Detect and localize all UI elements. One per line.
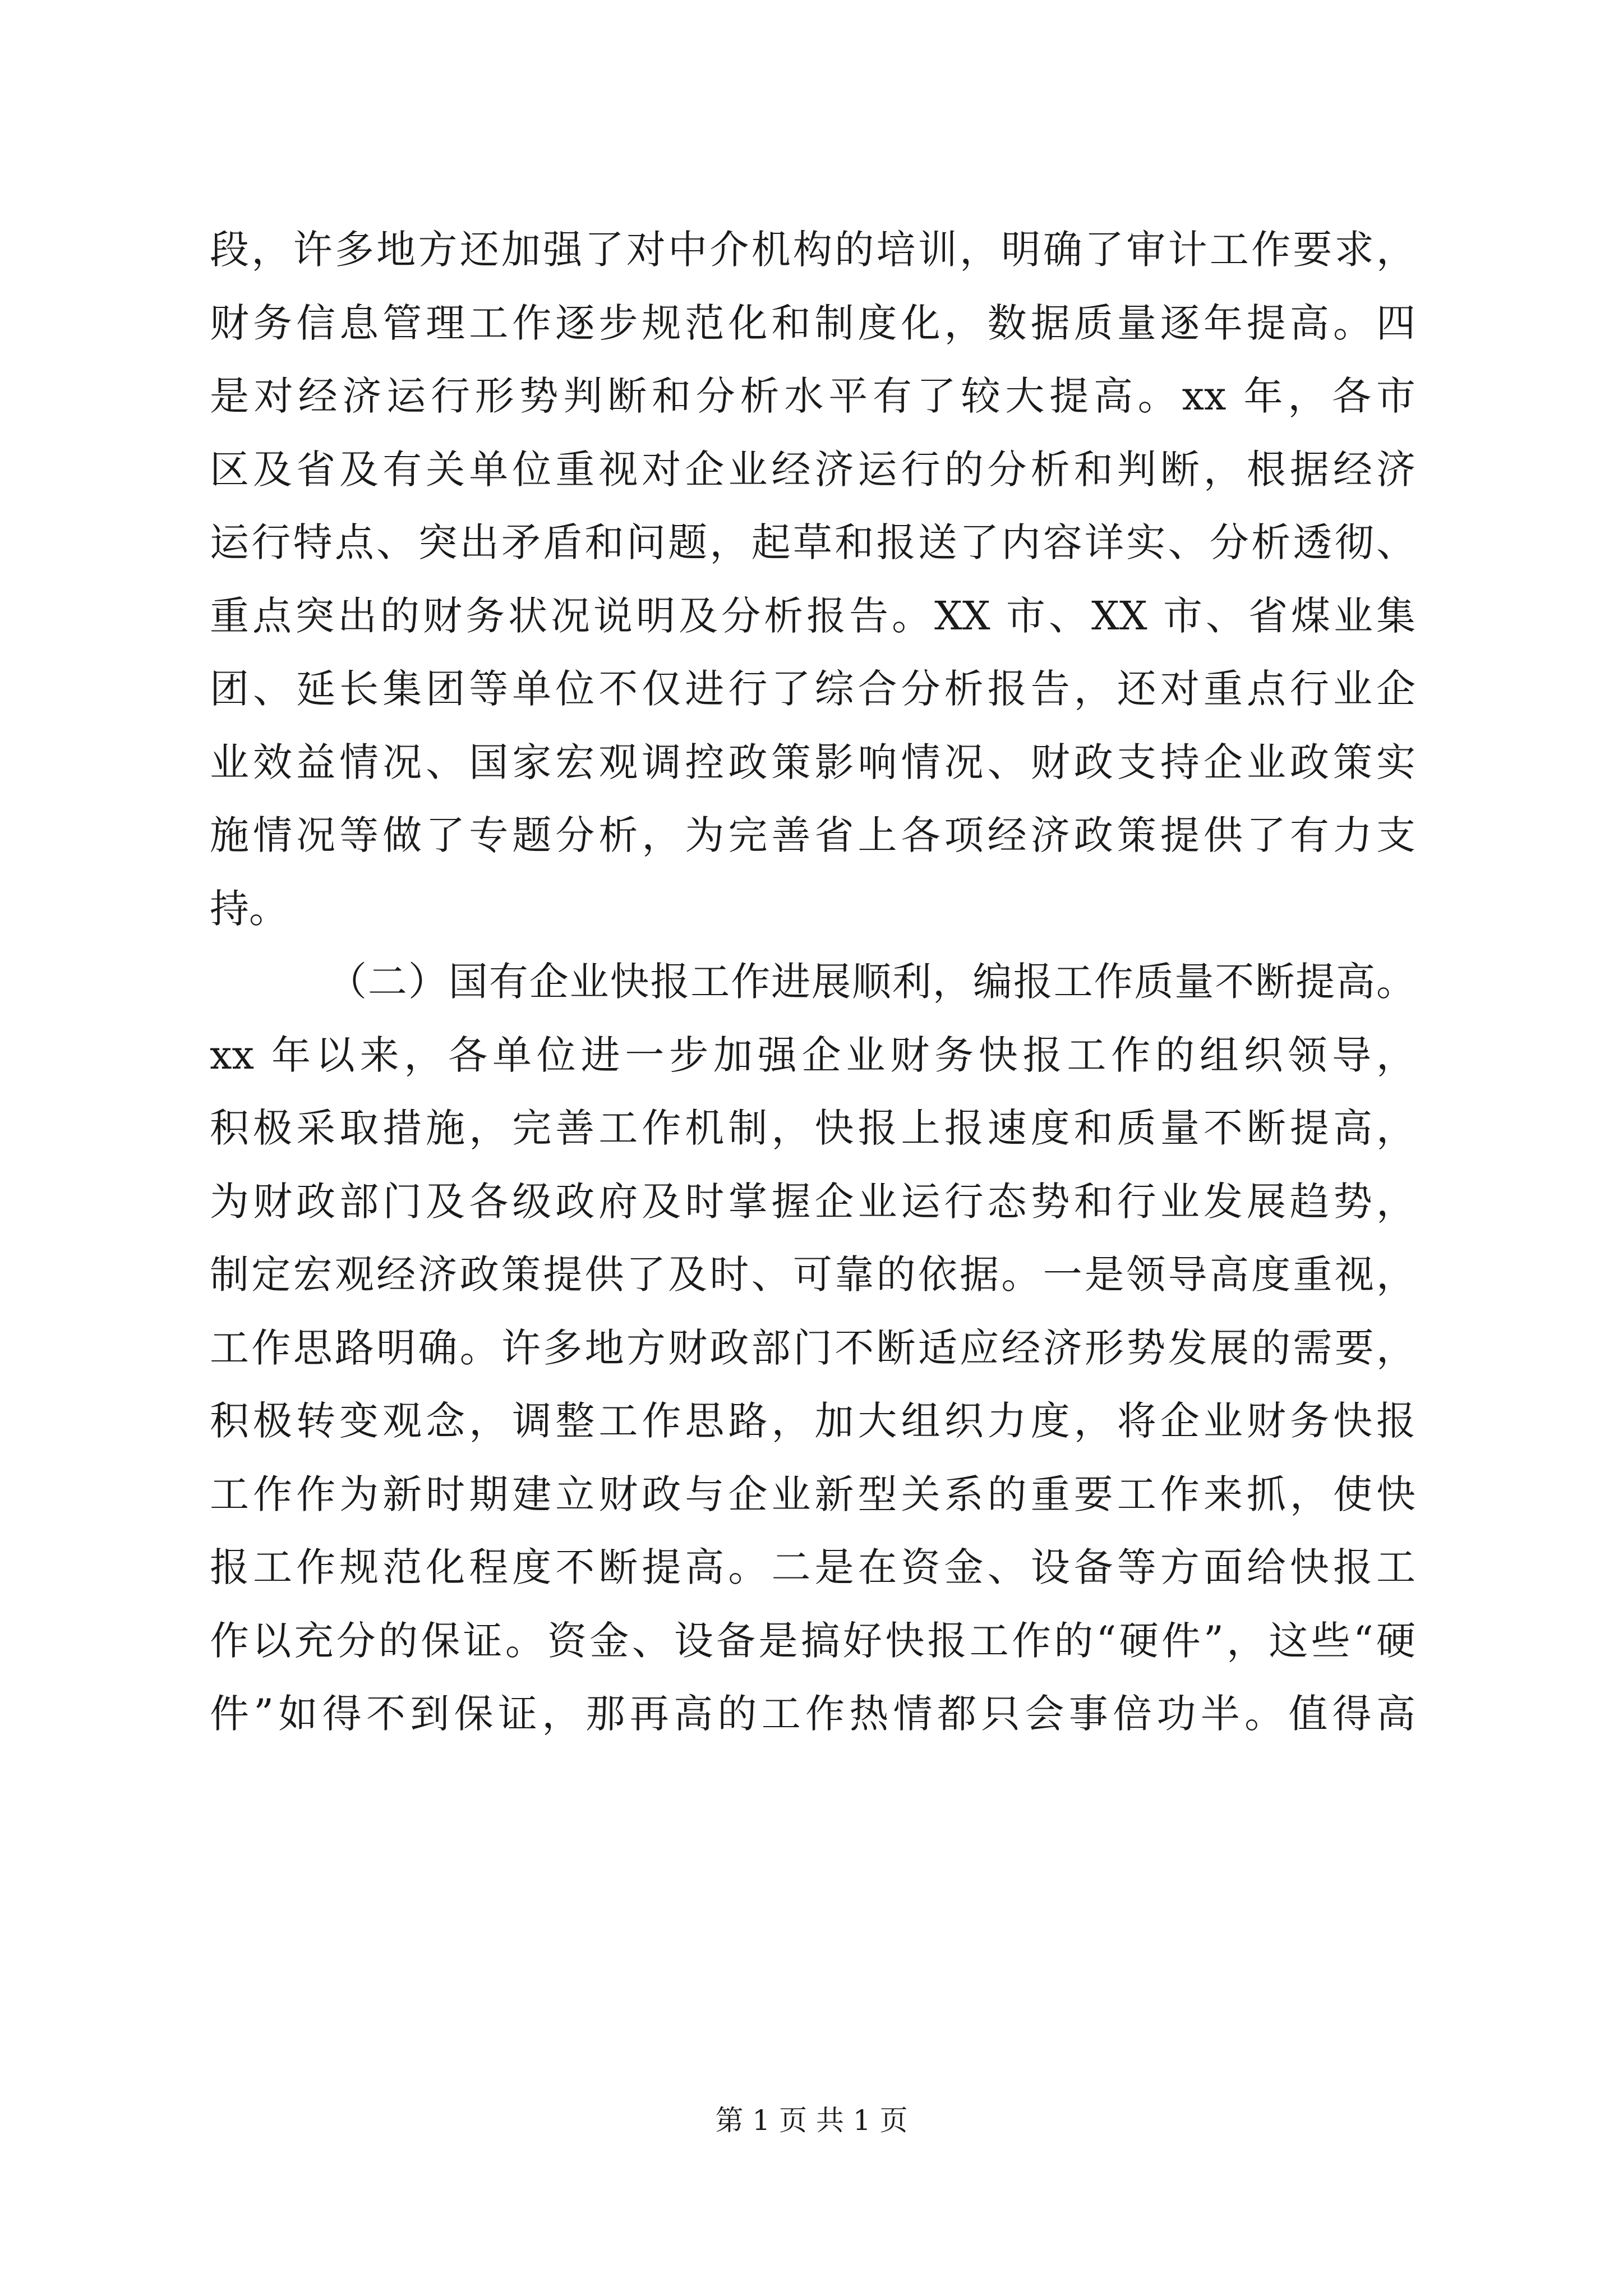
text-line: 施情况等做了专题分析，为完善省上各项经济政策提供了有力支	[210, 812, 1415, 858]
text-line: 重点突出的财务状况说明及分析报告。XX 市、XX 市、省煤业集	[210, 592, 1415, 639]
text-line: 持。	[210, 885, 288, 932]
body-text	[210, 213, 1415, 1751]
text-line: 报工作规范化程度不断提高。二是在资金、设备等方面给快报工	[210, 1544, 1415, 1590]
text-line: 运行特点、突出矛盾和问题，起草和报送了内容详实、分析透彻、	[210, 519, 1415, 565]
text-line: 作以充分的保证。资金、设备是搞好快报工作的“硬件”，这些“硬	[210, 1617, 1415, 1664]
text-line: 区及省及有关单位重视对企业经济运行的分析和判断，根据经济	[210, 446, 1415, 493]
text-line: 团、延长集团等单位不仅进行了综合分析报告，还对重点行业企	[210, 666, 1415, 712]
text-line: 是对经济运行形势判断和分析水平有了较大提高。xx 年，各市	[210, 373, 1415, 419]
text-line: 件”如得不到保证，那再高的工作热情都只会事倍功半。值得高	[210, 1691, 1415, 1737]
text-line: 工作思路明确。许多地方财政部门不断适应经济形势发展的需要，	[210, 1324, 1415, 1371]
text-line: 为财政部门及各级政府及时掌握企业运行态势和行业发展趋势，	[210, 1178, 1415, 1225]
text-line: 制定宏观经济政策提供了及时、可靠的依据。一是领导高度重视，	[210, 1251, 1415, 1297]
text-line: 积极转变观念，调整工作思路，加大组织力度，将企业财务快报	[210, 1398, 1415, 1444]
text-line: 业效益情况、国家宏观调控政策影响情况、财政支持企业政策实	[210, 739, 1415, 785]
section-heading-line: （二）国有企业快报工作进展顺利，编报工作质量不断提高。	[328, 959, 1415, 1005]
text-line: xx 年以来，各单位进一步加强企业财务快报工作的组织领导，	[210, 1032, 1415, 1078]
page-footer: 第 1 页 共 1 页	[715, 2104, 908, 2137]
text-line: 段，许多地方还加强了对中介机构的培训，明确了审计工作要求，	[210, 227, 1415, 273]
text-line: 工作作为新时期建立财政与企业新型关系的重要工作来抓，使快	[210, 1471, 1415, 1517]
text-line: 积极采取措施，完善工作机制，快报上报速度和质量不断提高，	[210, 1105, 1415, 1151]
text-line: 财务信息管理工作逐步规范化和制度化，数据质量逐年提高。四	[210, 300, 1415, 346]
